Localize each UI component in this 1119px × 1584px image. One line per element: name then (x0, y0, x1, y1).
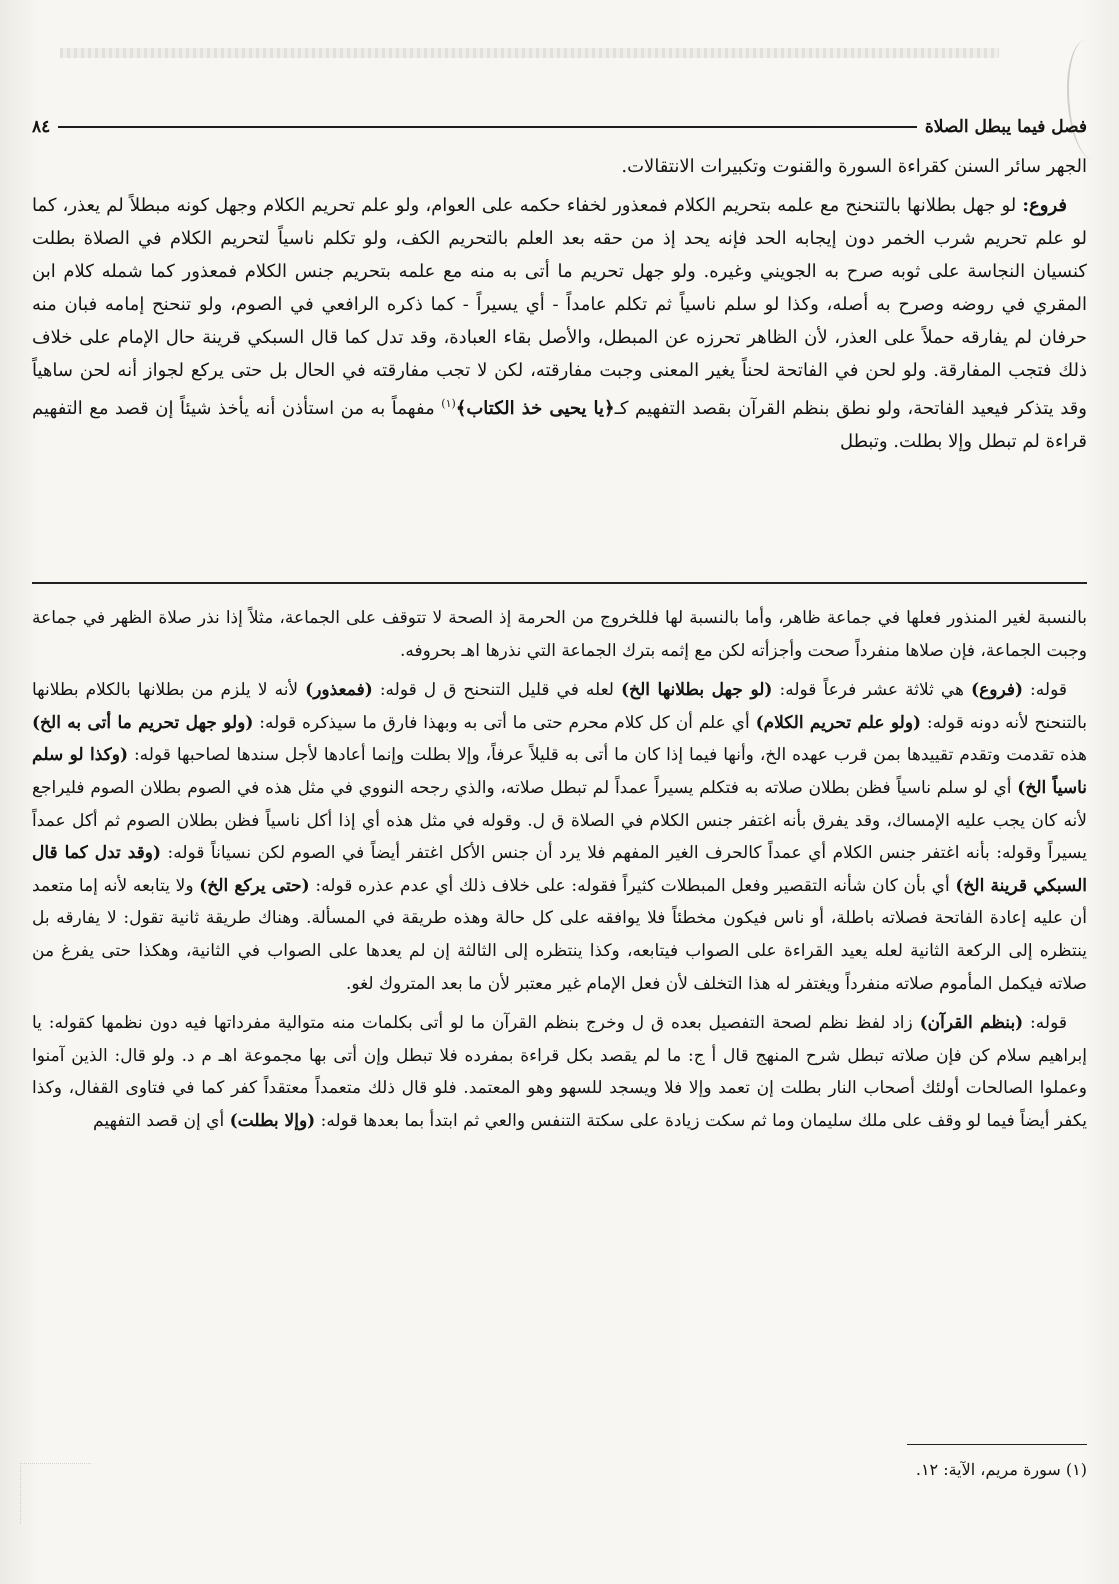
quran-quote: ﴿يا يحيى خذ الكتاب﴾ (455, 398, 615, 419)
main-text (32, 150, 1087, 464)
footnote-rule (907, 1444, 1087, 1445)
page-number: ٨٤ (32, 117, 51, 137)
commentary-paragraph-2: قوله: (فروع) هي ثلاثة عشر فرعاً قوله: (لو جهل بطلانها الخ) لعله في قليل التنحنح ق ل قوله: (فمعذور) لأنه لا يلزم من بطلانها بالكلام بطلانها بالتنحنح لأنه دونه قوله: (ولو علم تحريم الكلام) أي علم أن كل كلام محرم حتى ما أتى به وبهذا فارق ما سيذكره قوله: (ولو جهل تحريم ما أتى به الخ) هذه تقدمت وتقدم تقييدها بمن قرب عهده الخ، وأنها فيما إذا كان ما أتى به قليلاً عرفاً، وإلا بطلت وإنما أعادها لأجل سندها لصاحبها قوله: (وكذا لو سلم ناسياً الخ) أي لو سلم ناسياً فظن بطلان صلاته به فتكلم يسيراً عمداً لم تبطل صلاته، والذي رجحه النووي في مثل هذه في الصوم بطلان الصوم فليراجع لأنه كان يجب عليه الإمساك، وقد يفرق بأنه اغتفر جنس الكلام في الصلاة ق ل. وقوله في مثل هذه أي إذا أكل ناسياً فظن بطلان الصوم ثم أكل عمداً يسيراً وقوله: بأنه اغتفر جنس الكلام أي عمداً كالحرف الغير المفهم فلا يرد أن جنس الأكل اغتفر أيضاً في الصوم لكن نسياناً قوله: (وقد تدل كما قال السبكي قرينة الخ) أي بأن كان شأنه التقصير وفعل المبطلات كثيراً فقوله: على خلاف ذلك أي عدم عذره قوله: (حتى يركع الخ) ولا يتابعه لأنه إما متعمد أن عليه إعادة الفاتحة فصلاته باطلة، أو ناس فيكون مخطئاً فلا يوافقه على كل حالة وهذه طريقة في المسألة. وهناك طريقة ثانية تقول: لا يفارقه بل ينتظره إلى الركعة الثانية لعله يعيد القراءة على الصواب فيتابعه، وكذا ينتظره إلى الثالثة إن لم يعدها على الصواب في الثانية، وهكذا حتى يفرغ من صلاته فيكمل المأموم صلاته منفرداً ويغتفر له هذا التخلف لأن فعل الإمام غير معتبر لأن ما بعد المتروك لغو. (32, 680, 1087, 994)
footnote: (١) سورة مريم، الآية: ١٢. (915, 1460, 1087, 1479)
scan-artifact-top (60, 48, 999, 58)
commentary (32, 602, 1087, 1145)
running-header (32, 110, 1087, 144)
text-separator (32, 582, 1087, 584)
commentary-paragraph-3: قوله: (بنظم القرآن) زاد لفظ نظم لصحة التفصيل بعده ق ل وخرج بنظم القرآن ما لو أتى بكلمات منه متوالية مفرداتها فيه دون نظمها كقوله: يا إبراهيم سلام كن فإن صلاته تبطل شرح المنهج قال أ ج: ما لم يقصد بكل قراءة بمفرده فلا تبطل وإن أتى بها مجموعة اهـ م د. ولو قال: الذين آمنوا وعملوا الصالحات أولئك أصحاب النار بطلت إن تعمد وإلا فلا ويسجد للسهو وهو المعتمد. فلو قال ذلك متعمداً معتقداً كفر كما في فتاوى القفال، وكذا يكفر أيضاً فيما لو وقف على ملك سليمان وما ثم سكت زيادة على سكتة التنفس والعي ثم ابتدأ بما بعدها قوله: (وإلا بطلت) أي إن قصد التفهيم (32, 1013, 1087, 1131)
main-paragraph-1: الجهر سائر السنن كقراءة السورة والقنوت وتكبيرات الانتقالات. (621, 156, 1087, 177)
main-paragraph-2: فروع: لو جهل بطلانها بالتنحنح مع علمه بتحريم الكلام فمعذور لخفاء حكمه على العوام، ولو علم تحريم الكلام وجهل كونه مبطلاً لم يعذر، كما لو علم تحريم شرب الخمر دون إيجابه الحد فإنه يحد إذ من حقه بعد العلم بالتحريم الكف، ولو تكلم ناسياً لتحريم الكلام في الصلاة بطلت كنسيان النجاسة على ثوبه صرح به الجويني وغيره. ولو جهل تحريم ما أتى به منه مع علمه بتحريم جنس الكلام فمعذور كما شمله كلام ابن المقري في روضه وصرح به أصله، وكذا لو سلم ناسياً ثم تكلم عامداً - أي يسيراً - كما ذكره الرافعي في الصوم، ولو تنحنح إمامه فبان منه حرفان لم يفارقه حملاً على العذر، لأن الظاهر تحرزه عن المبطل، والأصل بقاء العبادة، وقد تدل كما قال السبكي قرينة حال الإمام على خلاف ذلك فتجب المفارقة. ولو لحن في الفاتحة لحناً يغير المعنى وجبت مفارقته، لكن لا تجب مفارقته في الحال بل حتى يركع لجواز أنه لحن ساهياً وقد يتذكر فيعيد الفاتحة، ولو نطق بنظم القرآن بقصد التفهيم كـ﴿يا يحيى خذ الكتاب﴾$^{(١)}$ مفهماً به من استأذن أنه يأخذ شيئاً إن قصد مع التفهيم قراءة لم تبطل وإلا بطلت. وتبطل (32, 195, 1087, 452)
commentary-paragraph-1: بالنسبة لغير المنذور فعلها في جماعة ظاهر، وأما بالنسبة لها فللخروج من الحرمة إذ الصحة لا تتوقف على الجماعة، مثلاً إذا نذر صلاة الظهر في جماعة وجبت الجماعة، فإن صلاها منفرداً صحت وأجزأته لكن مع إثمه بترك الجماعة التي نذرها اهـ بحروفه. (32, 608, 1087, 661)
furu-heading: فروع: (1022, 195, 1067, 216)
header-rule (58, 126, 917, 128)
footnote-ref: (١) (441, 397, 456, 410)
section-title: فصل فيما يبطل الصلاة (924, 117, 1087, 137)
